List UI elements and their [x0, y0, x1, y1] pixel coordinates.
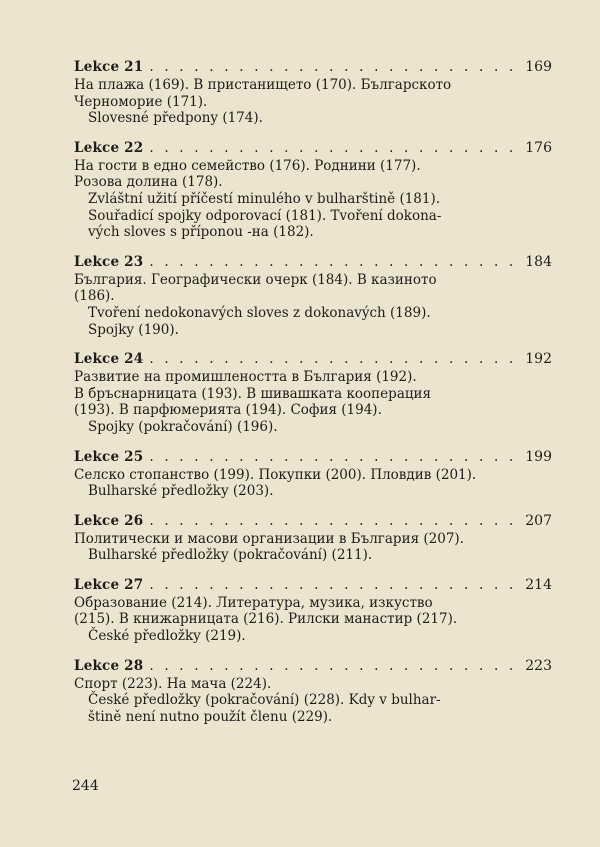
lesson-title: Lekce 27 [74, 576, 144, 593]
reading-topic-line: (215). В книжарницата (216). Рилски манастир (217). [74, 611, 458, 628]
reading-topic-line: Розова долина (178). [74, 174, 223, 191]
reading-topic-line: (193). В парфюмерията (194). София (194). [74, 402, 382, 419]
reading-topic-line: На гости в едно семейство (176). Роднини (177). [74, 157, 421, 174]
dot-leader [149, 576, 521, 595]
grammar-topic-line: vých sloves s příponou -на (182). [88, 224, 314, 241]
lesson-page-number: 169 [525, 59, 552, 75]
toc-entry-heading [74, 139, 552, 158]
reading-topic-line: Спорт (223). На мача (224). [74, 675, 272, 692]
lesson-title: Lekce 24 [74, 351, 144, 368]
reading-topic-line: България. Географически очерк (184). В казиното [74, 271, 437, 288]
toc-entry-heading [74, 58, 552, 77]
lesson-page-number: 199 [525, 448, 552, 465]
lesson-title: Lekce 28 [74, 657, 144, 674]
grammar-topic-line: Souřadicí spojky odporovací (181). Tvoření dokona- [88, 207, 442, 224]
reading-topic-line: Селско стопанство (199). Покупки (200). Пловдив (201). [74, 466, 477, 483]
dot-leader [149, 657, 521, 676]
toc-entry [74, 58, 552, 127]
lesson-title: Lekce 21 [74, 59, 144, 75]
lesson-title: Lekce 25 [74, 448, 144, 465]
reading-topic-line: (186). [74, 288, 115, 305]
lesson-page-number: 207 [525, 512, 552, 529]
toc-entry [74, 253, 552, 338]
reading-topic-line: На плажа (169). В пристанището (170). Българското [74, 77, 452, 93]
lesson-title: Lekce 22 [74, 139, 144, 156]
dot-leader [149, 139, 521, 158]
dot-leader [149, 448, 521, 467]
grammar-topic-line: Spojky (190). [88, 321, 179, 338]
grammar-topic-line: štině není nutno použít členu (229). [88, 708, 333, 725]
dot-leader [149, 253, 521, 272]
dot-leader [149, 58, 521, 77]
grammar-topic-line: Zvláštní užití příčestí minulého v bulharštině (181). [88, 190, 441, 207]
reading-topic-line: Развитие на промишлеността в България (192). [74, 369, 417, 386]
page-number: 244 [72, 778, 99, 794]
grammar-topic-line: Slovesné předpony (174). [88, 110, 263, 127]
toc-entry [74, 512, 552, 564]
reading-topic-line: Образование (214). Литература, музика, изкуство [74, 594, 433, 611]
toc-entry-heading [74, 253, 552, 272]
lesson-title: Lekce 23 [74, 253, 144, 270]
lesson-page-number: 176 [525, 139, 552, 156]
toc-entry [74, 448, 552, 500]
lesson-page-number: 184 [525, 253, 552, 270]
lesson-title: Lekce 26 [74, 512, 144, 529]
toc-entry [74, 576, 552, 645]
grammar-topic-line: Bulharské předložky (pokračování) (211). [88, 547, 373, 564]
toc-entry-heading [74, 657, 552, 676]
dot-leader [149, 512, 521, 531]
reading-topic-line: Политически и масови организации в България (207). [74, 530, 464, 547]
lesson-page-number: 214 [525, 576, 552, 593]
grammar-topic-line: Bulharské předložky (203). [88, 483, 274, 500]
toc-entry [74, 139, 552, 241]
toc-entry [74, 350, 552, 435]
table-of-contents [74, 58, 552, 737]
grammar-topic-line: České předložky (pokračování) (228). Kdy v bulhar- [88, 692, 441, 709]
reading-topic-line: Черноморие (171). [74, 93, 208, 110]
toc-entry [74, 657, 552, 726]
grammar-topic-line: Spojky (pokračování) (196). [88, 418, 278, 435]
lesson-page-number: 192 [525, 351, 552, 368]
grammar-topic-line: České předložky (219). [88, 628, 246, 645]
toc-entry-heading [74, 512, 552, 531]
toc-entry-heading [74, 576, 552, 595]
toc-entry-heading [74, 350, 552, 369]
grammar-topic-line: Tvoření nedokonavých sloves z dokonavých (189). [88, 304, 431, 321]
toc-entry-heading [74, 448, 552, 467]
reading-topic-line: В бръснарницата (193). В шивашката кооперация [74, 385, 432, 402]
lesson-page-number: 223 [525, 657, 552, 674]
dot-leader [149, 350, 521, 369]
